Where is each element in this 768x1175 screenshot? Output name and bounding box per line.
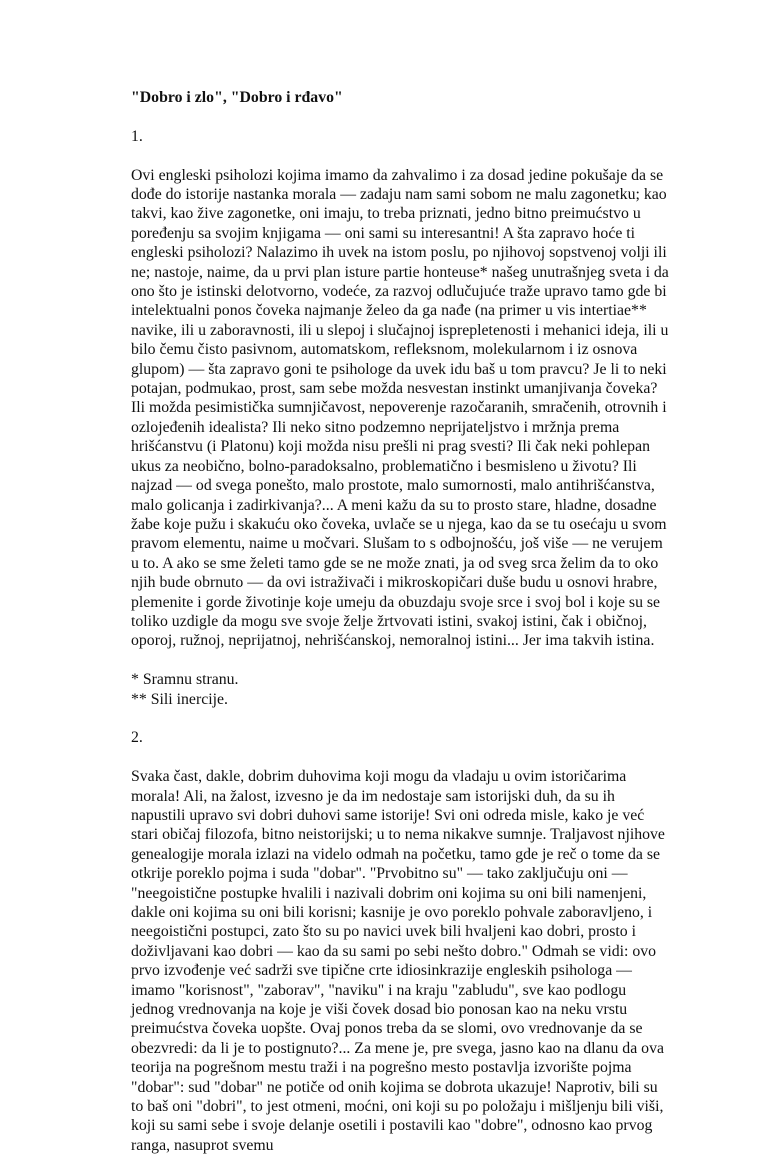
section-1-paragraph: Ovi engleski psiholozi kojima imamo da zahvalimo i za dosad jedine pokušaje da se dođe do istorije nastanka morala — zadaju nam sami sobom ne malu zagonetku; kao takvi, kao žive zagonetke, oni imaju, to treba priznati, jedno bitno preimućstvo u poređenju sa svojim knjigama — oni sami su interesantni! A šta zapravo hoće ti engleski psiholozi? Nalazimo ih uvek na istom poslu, po njihovoj sopstvenoj volji ili ne; nastoje, naime, da u prvi plan isture partie honteuse* našeg unutrašnjeg sveta i da ono što je istinski delotvorno, vodeće, za razvoj odlučujuće traže upravo tamo gde bi intelektualni ponos čoveka najmanje želeo da ga nađe (na primer u vis intertiae** navike, ili u zaboravnosti, ili u slepoj i slučajnoj isprepletenosti i mehanici ideja, ili u bilo čemu čisto pasivnom, automatskom, refleksnom, molekularnom i iz osnova glupom) — šta zapravo goni te psihologe da uvek idu baš u tom pravcu? Je li to neki potajan, podmukao, prost, sam sebe možda nesvestan instinkt umanjivanja čoveka? Ili možda pesimistička sumnjičavost, nepoverenje razočaranih, smračenih, otrovnih i ozlojeđenih idealista? Ili neko sitno podzemno neprijateljstvo i mržnja prema hrišćanstvu (i Platonu) koji možda nisu prešli ni prag svesti? Ili čak neki pohlepan ukus za neobično, bolno-paradoksalno, problematično i besmisleno u životu? Ili najzad — od svega ponešto, malo prostote, malo sumornosti, malo antihrišćanstva, malo golicanja i zadirkivanja?... A meni kažu da su to prosto stare, hladne, dosadne žabe koje pužu i skakuću oko čoveka, uvlače se u njega, kao da se tu osećaju u svom pravom elementu, naime u močvari. Slušam to s odbojnošću, još više — ne verujem u to. A ako se sme želeti tamo gde se ne može znati, ja od sveg srca želim da to oko njih bude obrnuto — da ovi istraživači i mikroskopičari duše budu u osnovi hrabre, plemenite i gorde životinje koje umeju da obuzdaju svoje srce i svoj bol i koje su se toliko uzdigle da mogu sve svoje želje žrtvovati istini, svakoj istini, čak i običnoj, oporoj, ružnoj, neprijatnoj, nehrišćanskoj, nemoralnoj istini... Jer ima takvih istina.: [131, 166, 669, 650]
footnote-1: * Sramnu stranu.: [131, 671, 239, 689]
footnote-2: ** Sili inercije.: [131, 690, 228, 708]
document-title: "Dobro i zlo", "Dobro i rđavo": [131, 89, 343, 106]
section-number-2: 2.: [131, 729, 143, 747]
document-page: [131, 88, 673, 1175]
footnotes: [131, 670, 673, 709]
section-2-paragraph: Svaka čast, dakle, dobrim duhovima koji mogu da vladaju u ovim istoričarima morala! Ali, na žalost, izvesno je da im nedostaje sam istorijski duh, da su ih napustili upravo svi dobri duhovi same istorije! Svi oni odreda misle, kako je već stari običaj filozofa, bitno neistorijski; u to nema nikakve sumnje. Traljavost njihove genealogije morala izlazi na videlo odmah na početku, tamo gde je reč o tome da se otkrije poreklo pojma i suda "dobar". "Prvobitno su" — tako zaključuju oni — "neegoistične postupke hvalili i nazivali dobrim oni kojima su oni bili namenjeni, dakle oni kojima su oni bili korisni; kasnije je ovo poreklo pohvale zaboravljeno, i neegoistični postupci, zato što su po navici uvek bili hvaljeni kao dobri, prosto i doživljavani kao dobri — kao da su sami po sebi nešto dobro." Odmah se vidi: ovo prvo izvođenje već sadrži sve tipične crte idiosinkrazije engleskih psihologa — imamo "korisnost", "zaborav", "naviku" i na kraju "zabludu", sve kao podlogu jednog vrednovanja na koje je viši čovek dosad bio ponosan kao na neku vrstu preimućstva čoveka uopšte. Ovaj ponos treba da se slomi, ovo vrednovanje da se obezvredi: da li je to postignuto?... Za mene je, pre svega, jasno kao na dlanu da ova teorija na pogrešnom mestu traži i na pogrešno mesto postavlja izvorište pojma "dobar": sud "dobar" ne potiče od onih kojima se dobrota ukazuje! Naprotiv, bili su to baš oni "dobri", to jest otmeni, moćni, oni koji su po položaju i mišljenju bili viši, koji su sami sebe i svoje delanje osetili i postavili kao "dobre", odnosno kao prvog ranga, nasuprot svemu: [131, 768, 665, 1154]
section-number-1: 1.: [131, 127, 143, 145]
